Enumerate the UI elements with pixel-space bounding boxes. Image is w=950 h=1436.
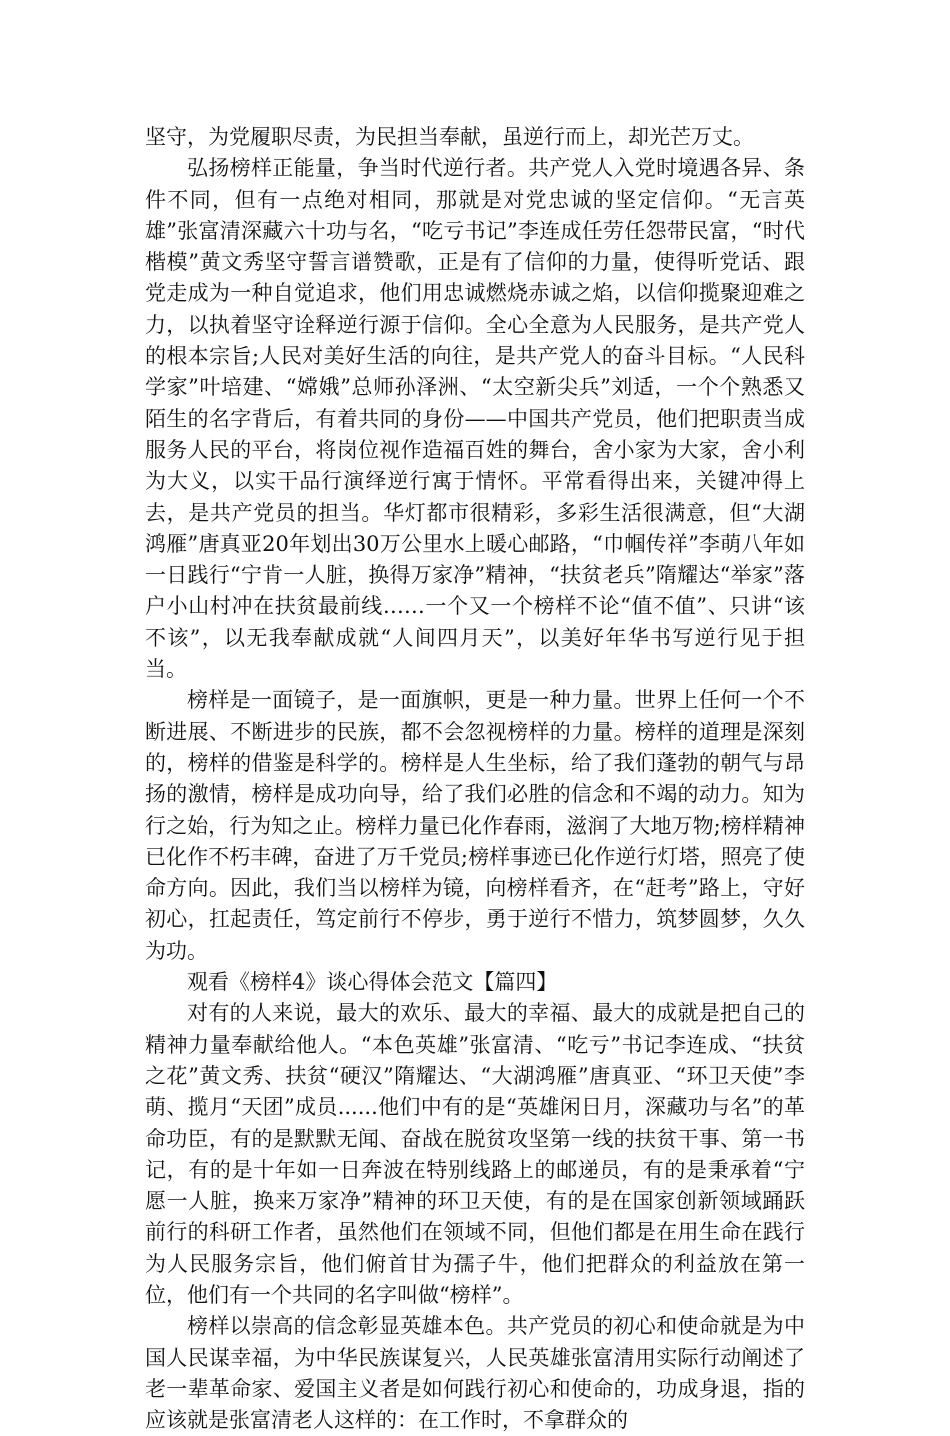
section-heading: 观看《榜样4》谈心得体会范文【篇四】	[187, 970, 558, 995]
paragraph-continuation: 坚守，为党履职尽责，为民担当奉献，虽逆行而上，却光芒万丈。	[145, 125, 754, 149]
paragraph: 弘扬榜样正能量，争当时代逆行者。共产党人入党时境遇各异、条件不同，但有一点绝对相同，那就是对党忠诚的坚定信仰。“无言英雄”张富清深藏六十功与名，“吃亏书记”李连成任劳任怨带民富，“时代楷模”黄文秀坚守誓言谱赞歌，正是有了信仰的力量，使得听党话、跟党走成为一种自觉追求，他们用忠诚燃烧赤诚之焰，以信仰揽聚迎难之力，以执着坚守诠释逆行源于信仰。全心全意为人民服务，是共产党人的根本宗旨;人民对美好生活的向往，是共产党人的奋斗目标。“人民科学家”叶培建、“嫦娥”总师孙泽洲、“太空新尖兵”刘适，一个个熟悉又陌生的名字背后，有着共同的身份——中国共产党员，他们把职责当成服务人民的平台，将岗位视作造福百姓的舞台，舍小家为大家，舍小利为大义，以实干品行演绎逆行寓于情怀。平常看得出来，关键冲得上去，是共产党员的担当。华灯都市很精彩，多彩生活很满意，但“大湖鸿雁”唐真亚20年划出30万公里水上暖心邮路，“巾帼传祥”李萌八年如一日践行“宁肯一人脏，换得万家净”精神，“扶贫老兵”隋耀达“举家”落户小山村冲在扶贫最前线……一个又一个榜样不论“值不值”、只讲“该不该”，以无我奉献成就“人间四月天”，以美好年华书写逆行见于担当。	[145, 156, 805, 682]
paragraph: 榜样以崇高的信念彰显英雄本色。共产党员的初心和使命就是为中国人民谋幸福，为中华民族谋复兴，人民英雄张富清用实际行动阐述了老一辈革命家、爱国主义者是如何践行初心和使命的，功成身退，指的应该就是张富清老人这样的：在工作时，不拿群众的	[145, 1314, 805, 1433]
paragraph: 对有的人来说，最大的欢乐、最大的幸福、最大的成就是把自己的精神力量奉献给他人。“本色英雄”张富清、“吃亏”书记李连成、“扶贫之花”黄文秀、扶贫“硬汉”隋耀达、“大湖鸿雁”唐真亚、“环卫天使”李萌、揽月“天团”成员......他们中有的是“英雄闲日月，深藏功与名”的革命功臣，有的是默默无闻、奋战在脱贫攻坚第一线的扶贫干事、第一书记，有的是十年如一日奔波在特别线路上的邮递员，有的是秉承着“宁愿一人脏，换来万家净”精神的环卫天使，有的是在国家创新领域踊跃前行的科研工作者，虽然他们在领域不同，但他们都是在用生命在践行为人民服务宗旨，他们俯首甘为孺子牛，他们把群众的利益放在第一位，他们有一个共同的名字叫做“榜样”。	[145, 1001, 805, 1307]
document-body	[145, 122, 805, 1436]
paragraph: 榜样是一面镜子，是一面旗帜，更是一种力量。世界上任何一个不断进展、不断进步的民族，都不会忽视榜样的力量。榜样的道理是深刻的，榜样的借鉴是科学的。榜样是人生坐标，给了我们蓬勃的朝气与昂扬的激情，榜样是成功向导，给了我们必胜的信念和不竭的动力。知为行之始，行为知之止。榜样力量已化作春雨，滋润了大地万物;榜样精神已化作不朽丰碑，奋进了万千党员;榜样事迹已化作逆行灯塔，照亮了使命方向。因此，我们当以榜样为镜，向榜样看齐，在“赶考”路上，守好初心，扛起责任，笃定前行不停步，勇于逆行不惜力，筑梦圆梦，久久为功。	[145, 688, 805, 963]
